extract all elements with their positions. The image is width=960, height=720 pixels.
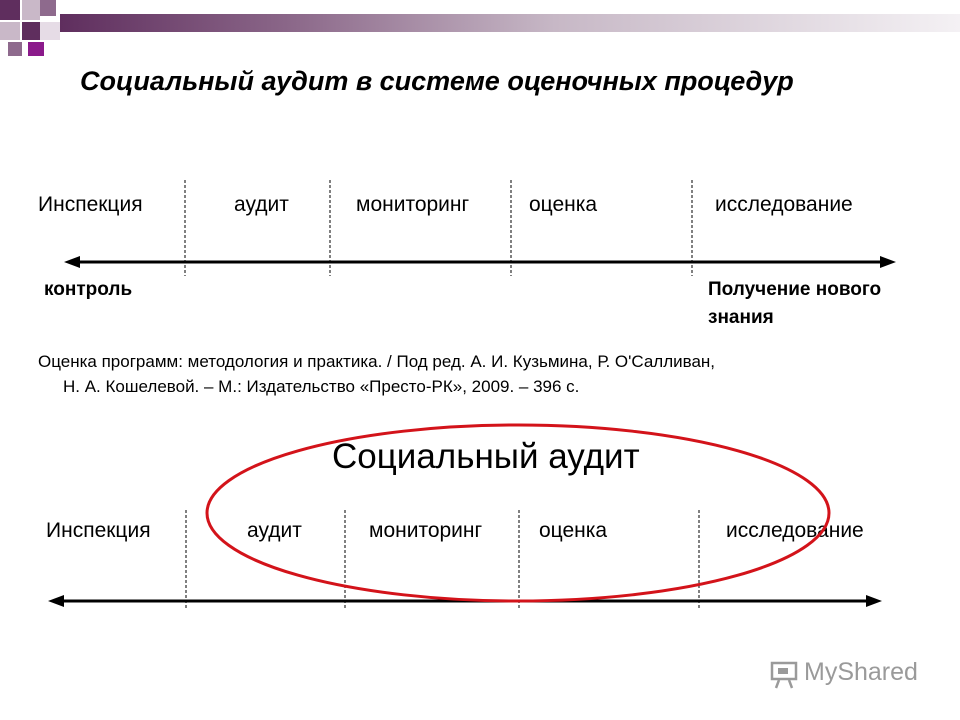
term-monitoring-2: мониторинг xyxy=(369,519,483,542)
slide-title: Социальный аудит в системе оценочных процедур xyxy=(80,66,794,96)
subtitle: Социальный аудит xyxy=(332,437,640,476)
arrow-left-head-2 xyxy=(48,595,64,607)
arrow-right-head xyxy=(880,256,896,268)
watermark-text: MyShared xyxy=(804,658,918,686)
scale-2-separators xyxy=(186,510,699,608)
term-evaluation-2: оценка xyxy=(539,519,608,542)
term-monitoring: мониторинг xyxy=(356,193,470,216)
term-inspection-2: Инспекция xyxy=(46,519,151,542)
right-pole-line-2: знания xyxy=(708,307,774,328)
arrow-left-head xyxy=(64,256,80,268)
citation-line-1: Оценка программ: методология и практика. / Под ред. А. И. Кузьмина, Р. О'Салливан, xyxy=(38,352,716,371)
citation-line-2: Н. А. Кошелевой. – М.: Издательство «Престо-РК», 2009. – 396 с. xyxy=(63,377,580,396)
left-pole-label: контроль xyxy=(44,279,133,300)
term-audit-2: аудит xyxy=(247,519,302,542)
term-evaluation: оценка xyxy=(529,193,598,216)
arrow-right-head-2 xyxy=(866,595,882,607)
highlight-ellipse xyxy=(207,425,829,601)
term-audit: аудит xyxy=(234,193,289,216)
scale-1-arrow xyxy=(64,256,896,268)
presentation-icon xyxy=(770,660,800,690)
term-research: исследование xyxy=(715,193,853,216)
term-research-2: исследование xyxy=(726,519,864,542)
term-inspection: Инспекция xyxy=(38,193,143,216)
watermark-logo xyxy=(770,658,930,690)
right-pole-line-1: Получение нового xyxy=(708,279,882,300)
